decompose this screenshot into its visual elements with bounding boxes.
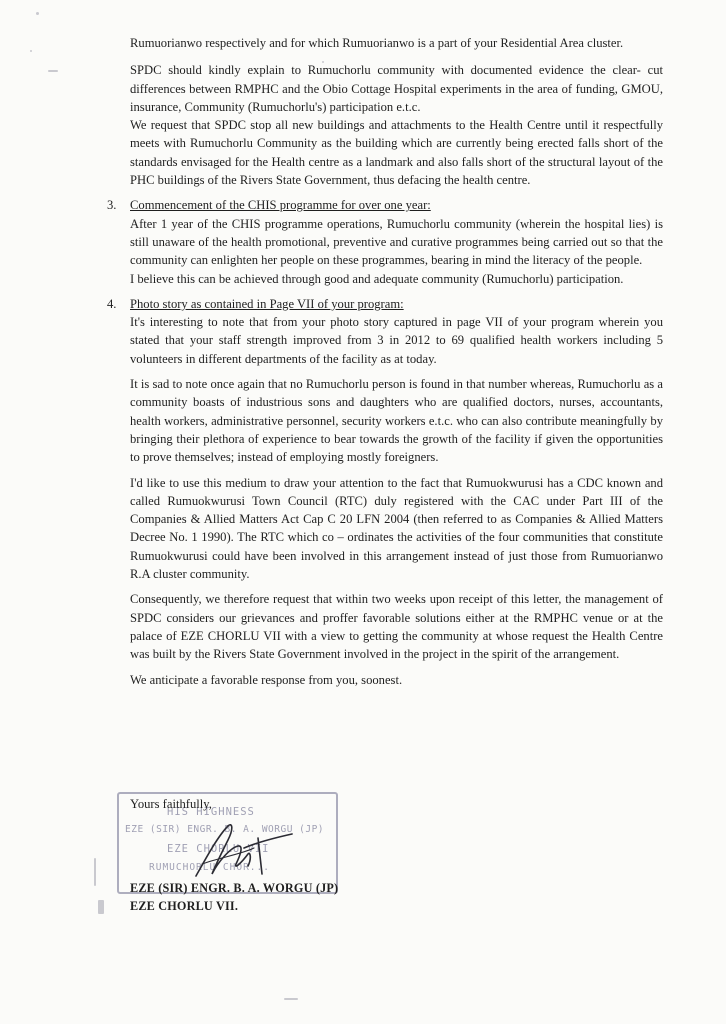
paragraph-stop-buildings: We request that SPDC stop all new buildings and attachments to the Health Centre until it respectfully meets with Rumuchorlu Community as the building which are currently being erected falls short of the standards envisaged for the Health centre as a landmark and also falls short of the structural layout of the PHC buildings of the Rivers State Government, thus defacing the health centre. — [130, 118, 663, 188]
stamp-line: RUMUCHORLU CHOR... — [149, 862, 270, 873]
scan-speck — [36, 12, 39, 15]
stamp-line: EZE (SIR) ENGR. B. A. WORGU (JP) — [125, 824, 325, 835]
paragraph-anticipate: We anticipate a favorable response from you, soonest. — [130, 672, 403, 687]
scan-speck — [284, 998, 298, 1000]
scan-speck — [94, 858, 96, 886]
paragraph-continued: Rumuorianwo respectively and for which Rumuorianwo is a part of your Residential Area cluster. — [130, 36, 624, 50]
stamp-line: HIS HIGHNESS — [167, 806, 255, 818]
stamp-line: EZE CHORLU VII — [167, 843, 270, 855]
paragraph-consequently: Consequently, we therefore request that within two weeks upon receipt of this letter, the management of SPDC considers our grievances and proffer favorable solutions either at the RMPHC venue or at the palace of EZE CHORLU VII with a view to getting the community at whose request the Health Centre was built by the Rivers State Government involved in the project in the spirit of the arrangement. — [130, 592, 663, 662]
item-heading: Commencement of the CHIS programme for over one year: — [130, 198, 431, 213]
item-paragraph: It's interesting to note that from your photo story captured in page VII of your program wherein you stated that your staff strength improved from 3 in 2012 to 69 qualified health workers including 5 volunteers in different departments of the facility as at today. — [130, 315, 663, 366]
letter-body — [107, 34, 663, 689]
scan-speck — [30, 50, 32, 52]
item-paragraph: It is sad to note once again that no Rumuchorlu person is found in that number whereas, Rumuchorlu as a community boasts of industrious sons and daughters who are qualified doctors, nurses, accountants, health workers, administrative personnel, security workers e.t.c. who can also contribute meaningfully by bringing their plethora of experience to bear towards the growth of the facility if given the opportunities to prove themselves; instead of employing mostly foreigners. — [130, 377, 663, 465]
item-paragraph: I'd like to use this medium to draw your attention to the fact that Rumuokwurusi has a CDC known and called Rumuokwurusi Town Council (RTC) duly registered with the CAC under Part III of the Companies & Allied Matters Act Cap C 20 LFN 2004 (then referred to as Companies & Allied Matters Decree No. 1 1990). The RTC which co – ordinates the activities of the four communities that constitute Rumuokwurusi could have been involved in this arrangement instead of just those from Rumuorianwo R.A cluster community. — [130, 475, 663, 582]
signer-name: EZE (SIR) ENGR. B. A. WORGU (JP) — [130, 881, 339, 895]
list-item-4 — [107, 295, 663, 583]
paragraph-explain: SPDC should kindly explain to Rumuchorlu community with documented evidence the clear- cut differences between RMPHC and the Obio Cottage Hospital experiments in the area of funding, GMOU, insurance, Community (Rumuchorlu's) participation e.t.c. — [130, 63, 663, 114]
list-number: 3. — [107, 198, 117, 213]
closing-salutation: Yours faithfully, — [130, 797, 212, 811]
scan-speck — [98, 900, 104, 914]
item-heading: Photo story as contained in Page VII of your program: — [130, 296, 404, 311]
item-paragraph: After 1 year of the CHIS programme operations, Rumuchorlu community (wherein the hospital lies) is still unaware of the health promotional, preventive and curative programmes being carried out so that the community can enlighten her people on these programmes, bearing in mind the literacy of the people. — [130, 216, 663, 268]
list-number: 4. — [107, 296, 117, 311]
scan-speck — [48, 70, 58, 72]
item-paragraph: I believe this can be achieved through good and adequate community (Rumuchorlu) participation. — [130, 271, 624, 286]
list-item-3 — [107, 196, 663, 287]
handwritten-signature — [188, 818, 298, 884]
signer-title: EZE CHORLU VII. — [130, 899, 239, 913]
